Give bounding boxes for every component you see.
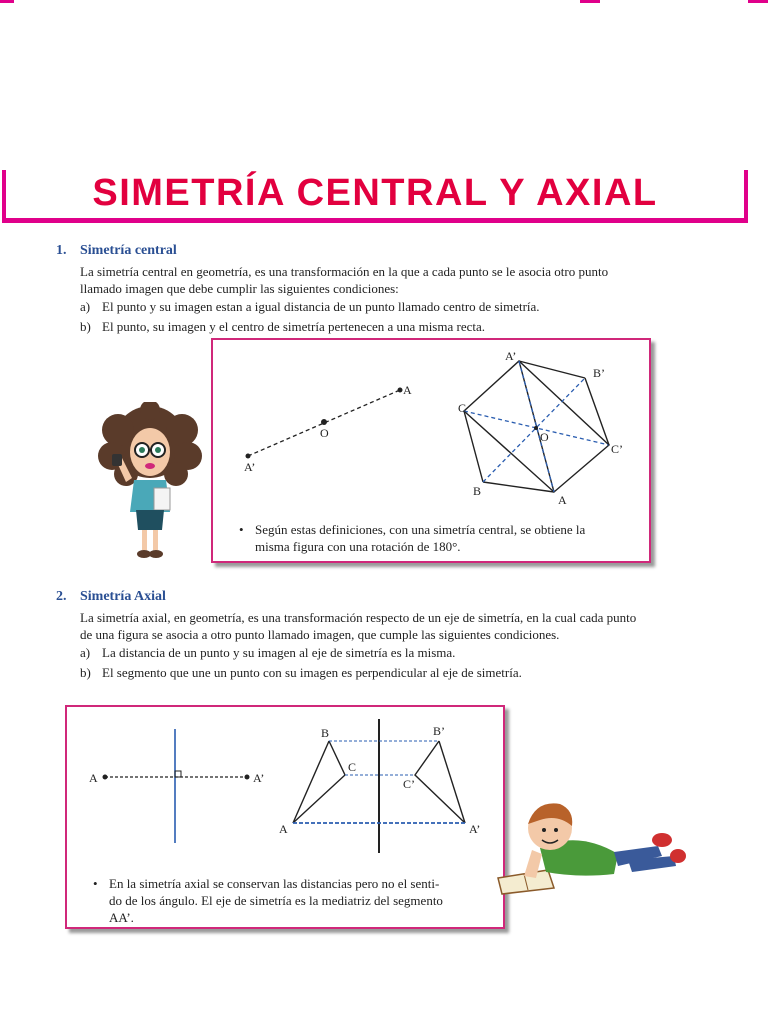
quad-label-b: B xyxy=(473,484,482,498)
condition-label: b) xyxy=(80,665,91,680)
quad-label-b-prime: B’ xyxy=(593,366,605,380)
section-2-condition-b xyxy=(80,665,522,681)
axial-symmetry-figure-box xyxy=(65,705,505,929)
condition-text: La distancia de un punto y su imagen al eje de simetría es la misma. xyxy=(102,645,456,660)
bullet-dot: • xyxy=(239,522,244,537)
condition-label: a) xyxy=(80,299,91,314)
line-label-o: O xyxy=(320,426,329,440)
section-2-title: Simetría Axial xyxy=(80,589,166,604)
central-symmetry-note xyxy=(239,521,635,555)
top-accent-left xyxy=(0,0,14,3)
quad-label-c-prime: C’ xyxy=(611,442,623,456)
quad-label-c: C xyxy=(458,401,467,415)
axial-note-line-2: do de los ángulo. El eje de simetría es la mediatriz del segmento xyxy=(109,893,443,908)
bullet-dot: • xyxy=(93,876,98,891)
section-2-condition-a xyxy=(80,645,455,661)
axial-note-line-3: AA’. xyxy=(109,910,134,925)
reading-boy-illustration xyxy=(488,790,688,900)
condition-label: a) xyxy=(80,645,91,660)
shape-label-c: C xyxy=(348,760,357,774)
section-1-title: Simetría central xyxy=(80,243,177,258)
condition-label: b) xyxy=(80,319,91,334)
shape-label-a: A xyxy=(279,822,288,836)
axial-note-line-1: En la simetría axial se conservan las distancias pero no el senti- xyxy=(109,876,440,891)
central-symmetry-figure-box xyxy=(211,338,651,563)
axial-line-label-a: A xyxy=(89,771,98,785)
top-accent-right xyxy=(748,0,768,3)
shape-label-a-prime: A’ xyxy=(469,822,481,836)
teacher-girl-illustration xyxy=(96,402,204,562)
shape-label-c-prime: C’ xyxy=(403,777,415,791)
section-1-intro xyxy=(80,263,700,297)
axial-line-label-a-prime: A’ xyxy=(253,771,265,785)
section-2-number: 2. xyxy=(56,589,67,604)
axial-symmetry-diagram xyxy=(67,707,503,857)
line-label-a: A xyxy=(403,383,412,397)
section-1-heading xyxy=(56,243,177,259)
section-2-intro xyxy=(80,609,700,643)
central-note-line-1: Según estas definiciones, con una simetría central, se obtiene la xyxy=(255,522,586,537)
section-2-intro-line-2: de una figura se asocia a otro punto llamado imagen, que cumple las siguientes condiciones. xyxy=(80,627,560,642)
shape-label-b-prime: B’ xyxy=(433,724,445,738)
section-1-condition-b xyxy=(80,319,485,335)
section-1-intro-line-2: llamado imagen que debe cumplir las siguientes condiciones: xyxy=(80,281,399,296)
condition-text: El punto, su imagen y el centro de simetría pertenecen a una misma recta. xyxy=(102,319,485,334)
section-2-intro-line-1: La simetría axial, en geometría, es una transformación respecto de un eje de simetría, en la cual cada punto xyxy=(80,610,637,625)
page-title: SIMETRÍA CENTRAL Y AXIAL xyxy=(92,172,658,214)
section-1-intro-line-1: La simetría central en geometría, es una transformación en la que a cada punto se le asocia otro punto xyxy=(80,264,609,279)
top-accent-mid xyxy=(580,0,600,3)
section-1-number: 1. xyxy=(56,243,67,258)
central-symmetry-diagram xyxy=(213,340,649,515)
title-banner xyxy=(2,170,748,223)
section-2-heading xyxy=(56,589,166,605)
quad-label-a-prime: A’ xyxy=(505,349,517,363)
condition-text: El segmento que une un punto con su imagen es perpendicular al eje de simetría. xyxy=(102,665,522,680)
quad-label-a: A xyxy=(558,493,567,507)
axial-symmetry-note xyxy=(93,875,489,926)
shape-label-b: B xyxy=(321,726,330,740)
line-label-a-prime: A’ xyxy=(244,460,256,474)
condition-text: El punto y su imagen estan a igual distancia de un punto llamado centro de simetría. xyxy=(102,299,540,314)
section-1-condition-a xyxy=(80,299,540,315)
quad-label-o: O xyxy=(540,430,549,444)
central-note-line-2: misma figura con una rotación de 180°. xyxy=(255,539,461,554)
